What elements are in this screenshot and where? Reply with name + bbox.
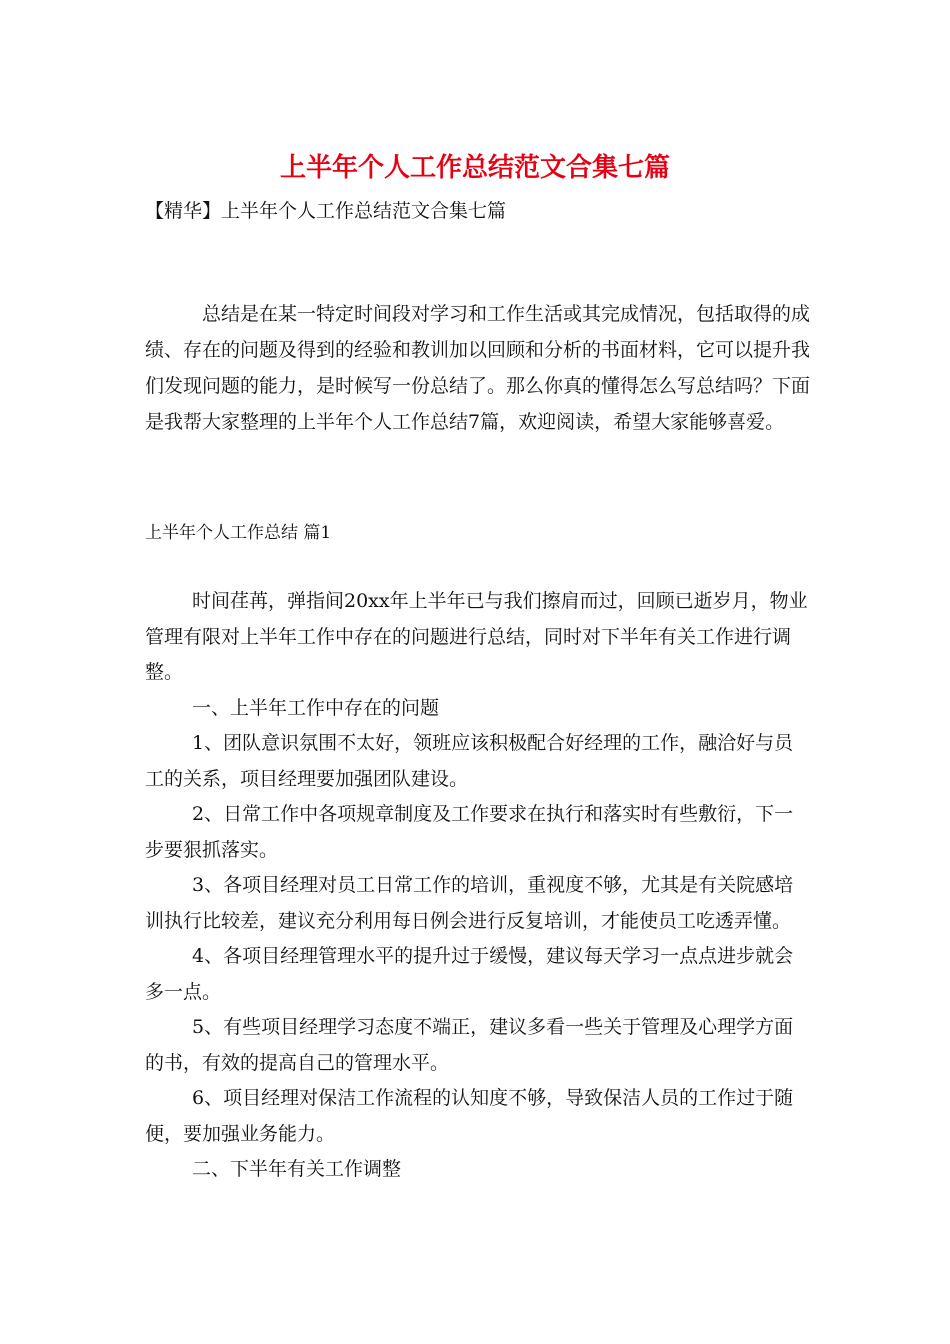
body-heading: 二、下半年有关工作调整 [192, 1158, 402, 1180]
body-paragraph: 6、项目经理对保洁工作流程的认知度不够，导致保洁人员的工作过于随便，要加强业务能力。 [145, 1087, 794, 1145]
body-paragraph: 1、团队意识氛围不太好，领班应该积极配合好经理的工作，融洽好与员工的关系，项目经理要加强团队建设。 [145, 732, 794, 790]
body-heading: 一、上半年工作中存在的问题 [192, 696, 440, 719]
intro-paragraph: 总结是在某一特定时间段对学习和工作生活或其完成情况，包括取得的成绩、存在的问题及得到的经验和教训加以回顾和分析的书面材料，它可以提升我们发现问题的能力，是时候写一份总结了。那么你真的懂得怎么写总结吗？下面是我帮大家整理的上半年个人工作总结7篇，欢迎阅读，希望大家能够喜爱。 [145, 303, 811, 433]
document-title: 上半年个人工作总结范文合集七篇 [279, 153, 670, 183]
document-subtitle: 【精华】上半年个人工作总结范文合集七篇 [145, 200, 507, 222]
section-body [145, 584, 811, 1188]
body-paragraph: 3、各项目经理对员工日常工作的培训，重视度不够，尤其是有关院感培训执行比较差，建议充分利用每日例会进行反复培训，才能使员工吃透弄懂。 [145, 874, 794, 932]
body-paragraph: 时间荏苒，弹指间20xx年上半年已与我们擦肩而过，回顾已逝岁月，物业管理有限对上半年工作中存在的问题进行总结，同时对下半年有关工作进行调整。 [145, 590, 808, 683]
body-paragraph: 4、各项目经理管理水平的提升过于缓慢，建议每天学习一点点进步就会多一点。 [145, 945, 794, 1003]
body-paragraph: 2、日常工作中各项规章制度及工作要求在执行和落实时有些敷衍，下一步要狠抓落实。 [145, 803, 794, 861]
section-title: 上半年个人工作总结 篇1 [145, 523, 332, 543]
body-paragraph: 5、有些项目经理学习态度不端正，建议多看一些关于管理及心理学方面的书，有效的提高自己的管理水平。 [145, 1016, 794, 1074]
